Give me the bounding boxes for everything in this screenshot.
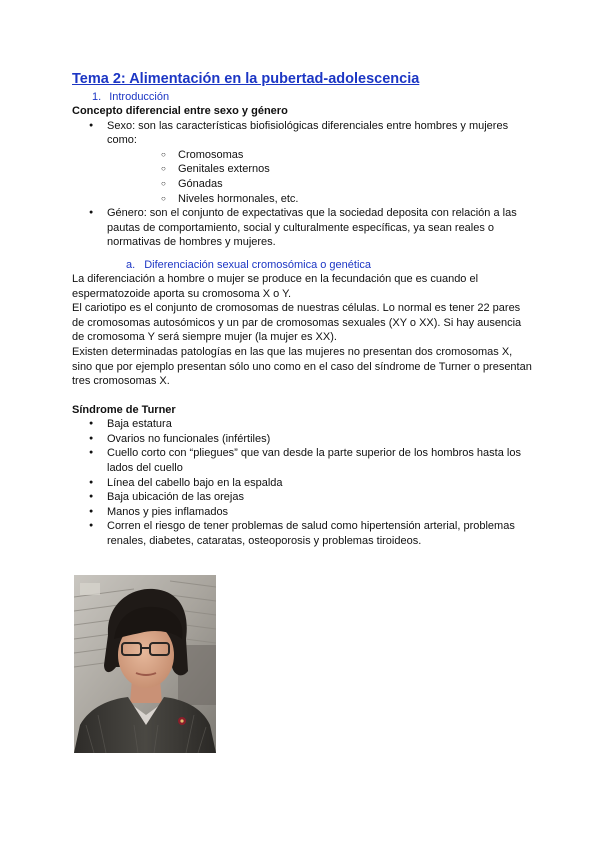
list-item: ● Manos y pies inflamados	[72, 505, 532, 520]
turner-list	[72, 417, 532, 548]
list-item: ● Corren el riesgo de tener problemas de salud como hipertensión arterial, problemas renales, diabetes, cataratas, osteoporosis y problemas tiroideos.	[72, 519, 532, 548]
list-item: ● Ovarios no funcionales (infértiles)	[72, 432, 532, 447]
list-item: ● Baja ubicación de las orejas	[72, 490, 532, 505]
sublist-item: ○ Cromosomas	[107, 148, 532, 163]
sexo-text: Sexo: son las características biofisiológicas diferenciales entre hombres y mujeres como:	[107, 119, 509, 147]
sublist-item: ○ Gónadas	[107, 177, 532, 192]
paragraph-cariotipo: El cariotipo es el conjunto de cromosomas de nuestras células. Lo normal es tener 22 pares de cromosomas autosómicos y un par de cromosomas sexuales (XY o XX). Si hay ausencia de cromosoma Y será siempre mujer (la mujer es XX).	[72, 302, 522, 344]
subsection-letter: a.	[126, 258, 136, 271]
sexo-sublist	[107, 148, 532, 206]
concepto-heading: Concepto diferencial entre sexo y género	[72, 105, 288, 117]
document-body	[72, 70, 532, 549]
paragraph-fecundacion: La diferenciación a hombre o mujer se produce en la fecundación que es cuando el espermatozoide aporta su cromosoma X o Y.	[72, 272, 479, 300]
section-heading-text: Introducción	[109, 91, 170, 103]
section-heading-introduccion[interactable]	[92, 90, 532, 104]
section-number: 1.	[92, 91, 102, 103]
blank-line	[72, 389, 532, 403]
document-title[interactable]: Tema 2: Alimentación en la pubertad-adolescencia	[72, 71, 420, 87]
list-item: ● Baja estatura	[72, 417, 532, 432]
sublist-item: ○ Genitales externos	[107, 162, 532, 177]
list-item: ● Cuello corto con “pliegues” que van desde la parte superior de los hombros hasta los lados del cuello	[72, 446, 532, 475]
list-item-genero: ● Género: son el conjunto de expectativas que la sociedad deposita con relación a las pautas de comportamiento, social y culturalmente específicas, ya sean reales o normativas de hombres y mujeres.	[72, 206, 532, 250]
subsection-heading-text: Diferenciación sexual cromosómica o genética	[144, 258, 372, 271]
list-item: ● Línea del cabello bajo en la espalda	[72, 476, 532, 491]
list-item-sexo	[72, 119, 532, 207]
paragraph-patologias: Existen determinadas patologías en las que las mujeres no presentan dos cromosomas X, sino que por ejemplo presentan sólo uno como en el caso del síndrome de Turner o presentan tres cromosomas X.	[72, 345, 532, 388]
concepto-list	[72, 119, 532, 250]
sublist-item: ○ Niveles hormonales, etc.	[107, 192, 532, 207]
turner-heading: Síndrome de Turner	[72, 403, 176, 416]
subsection-heading-a[interactable]	[126, 258, 532, 272]
woman-portrait-photo	[74, 575, 216, 753]
